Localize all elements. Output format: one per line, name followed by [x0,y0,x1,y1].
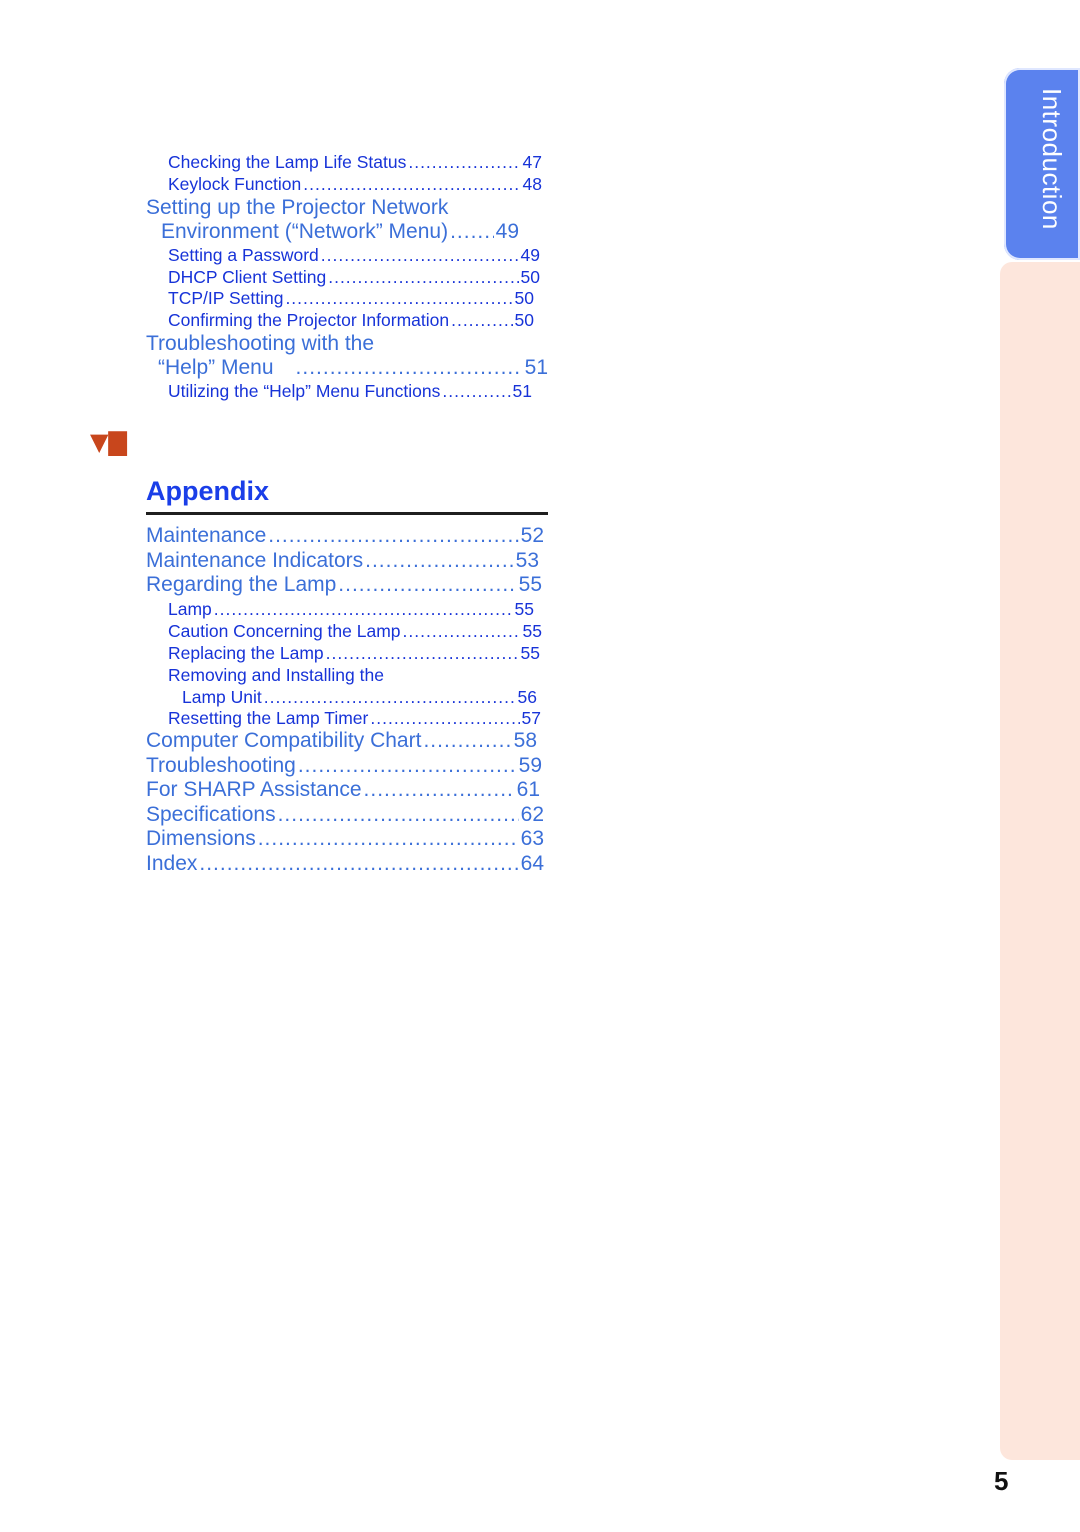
toc-entry-page: 63 [520,827,544,850]
toc-entry-replacing[interactable] [168,643,540,664]
toc-entry-title: TCP/IP Setting [168,288,284,308]
toc-entry-title: Lamp Unit [182,687,262,707]
toc-entry-keylock[interactable] [168,174,542,195]
toc-entry-lamp-unit[interactable] [182,687,537,708]
toc-entry-title: DHCP Client Setting [168,267,327,287]
toc-entry-page: 58 [513,729,537,752]
toc-entry-title: Dimensions [146,827,256,850]
toc-leader [365,549,514,573]
toc-entry-title: Replacing the Lamp [168,643,324,663]
toc-entry-network-line1[interactable]: Setting up the Projector Network [146,196,449,219]
toc-entry-page: 55 [514,599,534,619]
toc-entry-page: 50 [514,310,534,330]
toc-entry-title: Setting a Password [168,245,319,265]
toc-entry-page: 59 [518,754,542,777]
toc-entry-regarding-lamp[interactable] [146,573,542,597]
toc-entry-page: 64 [520,852,544,875]
toc-entry-title: Computer Compatibility Chart [146,729,422,752]
toc-entry-page: 53 [515,549,539,572]
toc-entry-page: 51 [512,381,532,401]
toc-entry-help[interactable] [158,356,548,380]
appendix-divider [146,512,548,515]
toc-entry-title: Maintenance Indicators [146,549,364,572]
toc-entry-page: 55 [520,643,540,663]
toc-entry-title: Caution Concerning the Lamp [168,621,401,641]
toc-leader [264,687,516,708]
toc-entry-dhcp[interactable] [168,267,540,288]
toc-entry-title: Specifications [146,803,276,826]
section-tab-label: Introduction [1037,88,1067,230]
section-marker-icon: ▼▇ [90,428,127,456]
toc-entry-title: Confirming the Projector Information [168,310,450,330]
toc-entry-page: 50 [520,267,540,287]
toc-entry-page: 48 [522,174,542,194]
toc-entry-indicators[interactable] [146,549,539,573]
toc-leader [199,852,518,876]
toc-entry-page: 55 [518,573,542,596]
toc-entry-page: 61 [516,778,540,801]
toc-entry-page: 57 [521,708,541,728]
toc-entry-tcpip[interactable] [168,288,534,309]
toc-entry-specifications[interactable] [146,803,544,827]
toc-entry-title: Utilizing the “Help” Menu Functions [168,381,441,401]
toc-leader [450,220,494,244]
toc-entry-title: Environment (“Network” Menu) [161,220,449,243]
toc-entry-dimensions[interactable] [146,827,544,851]
toc-entry-network[interactable] [161,220,519,244]
toc-entry-page: 49 [520,245,540,265]
toc-leader [364,778,515,802]
toc-leader [321,245,519,266]
toc-entry-index[interactable] [146,852,544,876]
toc-entry-page: 51 [524,356,548,379]
toc-entry-troubleshooting[interactable] [146,754,542,778]
toc-leader [328,267,518,288]
toc-entry-maintenance[interactable] [146,524,544,548]
toc-entry-page: 52 [520,524,544,547]
toc-leader [278,803,519,827]
toc-leader [258,827,519,851]
toc-entry-confirming[interactable] [168,310,534,331]
toc-entry-page: 47 [522,152,542,172]
toc-entry-resetting[interactable] [168,708,541,729]
toc-leader [285,288,512,309]
toc-entry-page: 50 [514,288,534,308]
toc-leader [296,356,523,380]
toc-leader [326,643,519,664]
toc-leader [408,152,520,173]
toc-entry-page: 55 [522,621,542,641]
toc-entry-password[interactable] [168,245,540,266]
toc-entry-title: Lamp [168,599,212,619]
toc-entry-page: 56 [517,687,537,707]
toc-entry-page: 49 [495,220,519,243]
toc-entry-title: Maintenance [146,524,267,547]
appendix-heading: Appendix [146,476,270,506]
toc-entry-page: 62 [520,803,544,826]
toc-entry-help-line1[interactable]: Troubleshooting with the [146,332,375,355]
toc-leader [214,599,513,620]
toc-leader [338,573,516,597]
toc-leader [298,754,517,778]
toc-leader [303,174,520,195]
toc-entry-title: Index [146,852,198,875]
toc-entry-lamp[interactable] [168,599,534,620]
toc-entry-removing-line1[interactable]: Removing and Installing the [168,665,384,685]
toc-entry-title: Checking the Lamp Life Status [168,152,407,172]
toc-entry-title: Resetting the Lamp Timer [168,708,369,728]
toc-leader [423,729,511,753]
toc-entry-checking-lamp[interactable] [168,152,542,173]
toc-leader [442,381,510,402]
toc-entry-title: “Help” Menu [158,356,274,379]
toc-entry-utilizing[interactable] [168,381,532,402]
toc-entry-title: Regarding the Lamp [146,573,337,596]
toc-leader [268,524,518,548]
toc-leader [451,310,512,331]
toc-entry-title: For SHARP Assistance [146,778,362,801]
side-strip [1000,262,1080,1460]
toc-entry-title: Troubleshooting [146,754,296,777]
toc-entry-title: Keylock Function [168,174,302,194]
toc-entry-compatibility[interactable] [146,729,537,753]
toc-entry-sharp-assistance[interactable] [146,778,540,802]
toc-entry-caution[interactable] [168,621,542,642]
toc-leader [403,621,521,642]
page-number: 5 [994,1466,1009,1496]
toc-leader [370,708,519,729]
